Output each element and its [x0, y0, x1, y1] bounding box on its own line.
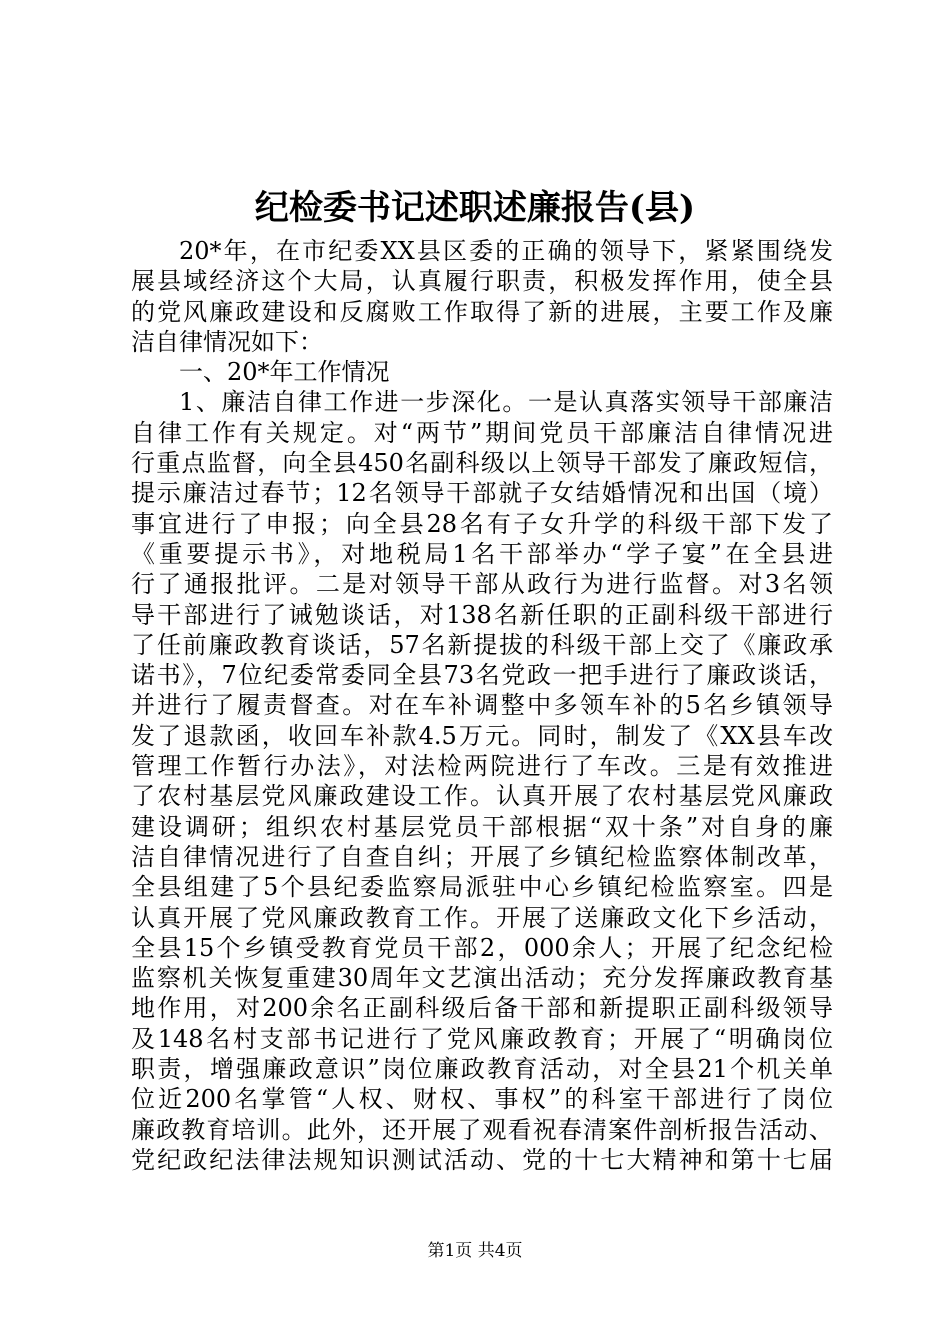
body-text-line: 自律工作有关规定。对“两节”期间党员干部廉洁自律情况进 — [131, 418, 833, 447]
body-text-line: 20*年，在市纪委XX县区委的正确的领导下，紧紧围绕发 — [179, 237, 833, 265]
page-footer: 第1页 共4页 — [427, 1241, 523, 1261]
body-text-line: 职责，增强廉政意识”岗位廉政教育活动，对全县21个机关单 — [131, 1055, 833, 1084]
body-text-line: 发了退款函，收回车补款4.5万元。同时，制发了《XX县车改 — [131, 721, 833, 750]
body-text-line: 廉政教育培训。此外，还开展了观看祝春清案件剖析报告活动、 — [131, 1115, 833, 1144]
body-text-line: 管理工作暂行办法》，对法检两院进行了车改。三是有效推进 — [131, 752, 833, 781]
body-text-line: 行重点监督，向全县450名副科级以上领导干部发了廉政短信， — [131, 449, 833, 478]
body-text-line: 党纪政纪法律法规知识测试活动、党的十七大精神和第十七届 — [131, 1145, 833, 1174]
body-text-line: 展县域经济这个大局，认真履行职责，积极发挥作用，使全县 — [131, 267, 833, 296]
body-text-line: 全县15个乡镇受教育党员干部2，000余人；开展了纪念纪检 — [131, 933, 833, 962]
body-text-line: 及148名村支部书记进行了党风廉政教育；开展了“明确岗位 — [131, 1024, 833, 1053]
body-text-line: 1、廉洁自律工作进一步深化。一是认真落实领导干部廉洁 — [179, 388, 833, 417]
body-text-line: 并进行了履责督查。对在车补调整中多领车补的5名乡镇领导 — [131, 691, 833, 720]
body-text-line: 了农村基层党风廉政建设工作。认真开展了农村基层党风廉政 — [131, 782, 833, 811]
body-text-line: 全县组建了5个县纪委监察局派驻中心乡镇纪检监察室。四是 — [131, 873, 833, 902]
body-text-line: 一、20*年工作情况 — [179, 358, 390, 387]
body-text-line: 行了通报批评。二是对领导干部从政行为进行监督。对3名领 — [131, 570, 833, 599]
body-text-line: 提示廉洁过春节；12名领导干部就子女结婚情况和出国（境） — [131, 479, 833, 508]
document-body — [131, 236, 833, 1175]
body-text-line: 事宜进行了申报；向全县28名有子女升学的科级干部下发了 — [131, 509, 833, 538]
body-text-line: 认真开展了党风廉政教育工作。开展了送廉政文化下乡活动， — [131, 903, 833, 932]
body-text-line: 位近200名掌管“人权、财权、事权”的科室干部进行了岗位 — [131, 1085, 833, 1114]
body-text-line: 导干部进行了诫勉谈话，对138名新任职的正副科级干部进行 — [131, 600, 833, 629]
body-text-line: 的党风廉政建设和反腐败工作取得了新的进展，主要工作及廉 — [131, 297, 833, 326]
document-title: 纪检委书记述职述廉报告(县) — [254, 188, 696, 228]
body-text-line: 《重要提示书》，对地税局1名干部举办“学子宴”在全县进 — [131, 539, 833, 568]
body-text-line: 诺书》，7位纪委常委同全县73名党政一把手进行了廉政谈话， — [131, 661, 833, 690]
body-text-line: 地作用，对200余名正副科级后备干部和新提职正副科级领导 — [131, 994, 833, 1023]
body-text-line: 监察机关恢复重建30周年文艺演出活动；充分发挥廉政教育基 — [131, 964, 833, 993]
body-text-line: 洁自律情况如下： — [131, 327, 323, 356]
body-text-line: 建设调研；组织农村基层党员干部根据“双十条”对自身的廉 — [131, 812, 833, 841]
body-text-line: 了任前廉政教育谈话，57名新提拔的科级干部上交了《廉政承 — [131, 630, 833, 659]
body-text-line: 洁自律情况进行了自查自纠；开展了乡镇纪检监察体制改革， — [131, 842, 833, 871]
